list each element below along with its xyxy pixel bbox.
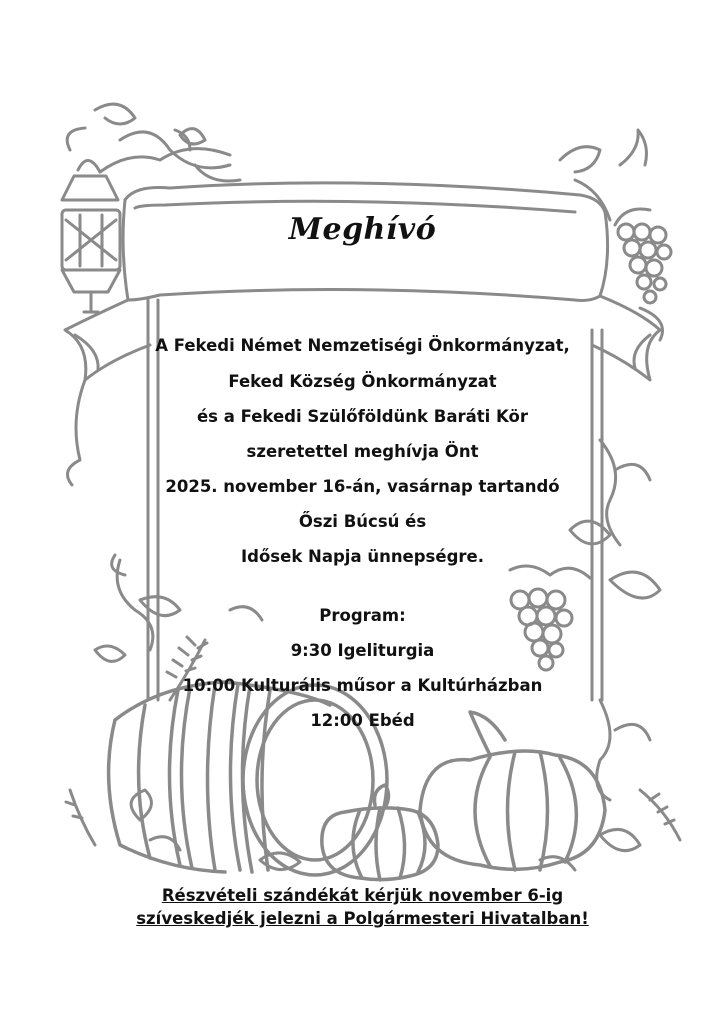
body-line: és a Fekedi Szülőföldünk Baráti Kör (196, 407, 528, 426)
body-line: A Fekedi Német Nemzetiségi Önkormányzat, (155, 336, 570, 355)
vine-icon (67, 104, 240, 181)
program-heading: Program: (319, 606, 406, 625)
body-line: Idősek Napja ünnepségre. (241, 547, 484, 566)
invitation-title: Meghívó (288, 212, 437, 247)
footer-note: szíveskedjék jelezni a Polgármesteri Hivatalban! (136, 909, 589, 928)
program-item: 12:00 Ebéd (310, 711, 415, 730)
body-line: Feked Község Önkormányzat (228, 372, 497, 391)
pumpkin-icon (420, 712, 605, 870)
program-item: 10:00 Kulturális műsor a Kultúrházban (182, 676, 543, 695)
program-item: 9:30 Igeliturgia (290, 641, 435, 660)
body-line: szeretettel meghívja Önt (246, 442, 479, 461)
footer-note: Részvételi szándékát kérjük november 6-ig (161, 886, 564, 905)
body-line: 2025. november 16-án, vasárnap tartandó (165, 477, 560, 496)
body-line: Őszi Búcsú és (298, 512, 427, 531)
